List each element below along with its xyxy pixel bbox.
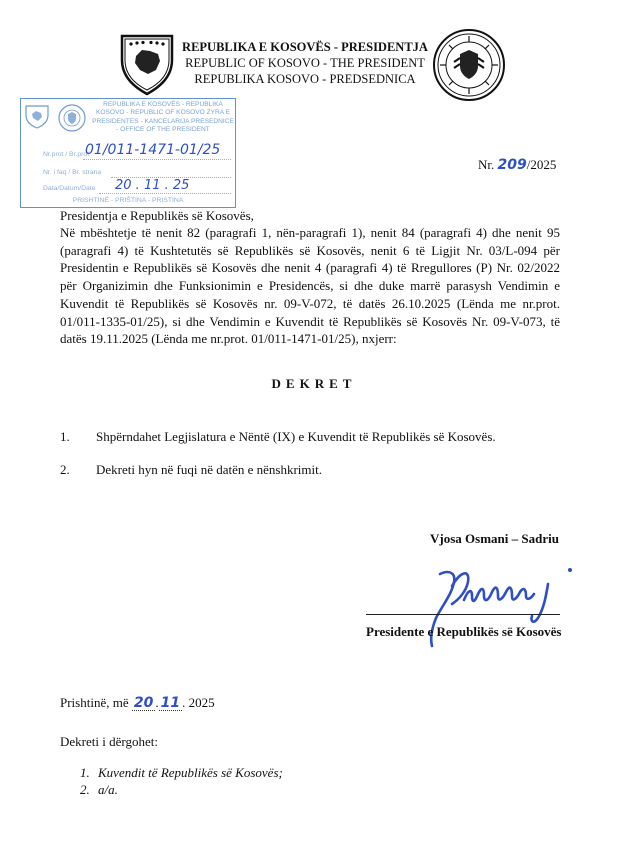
recipient-number: 1.: [80, 765, 90, 780]
decree-number: [478, 157, 556, 173]
header-title-sr: REPUBLIKA KOSOVO - PREDSEDNICA: [194, 72, 416, 86]
presidential-seal-icon: [432, 28, 506, 102]
date-year: 2025: [188, 695, 215, 710]
signer-title: Presidente e Republikës së Kosovës: [366, 624, 562, 639]
date-line: Prishtinë, më 20 . 11 . 2025: [60, 695, 215, 711]
decree-number-suffix: /2025: [526, 157, 557, 172]
kosovo-coat-of-arms-icon: [118, 30, 176, 96]
legal-basis-paragraph: Në mbështetje të nenit 82 (paragrafi 1, nën-paragrafi 1), nenit 84 (paragrafi 4) dhe nenit 95 (paragrafi 4) të Kushtetutës së Republikës së Kosovës, nenit 6 të Ligjit Nr. 03/L-094 për Presidentin e Republikës së Kosovës dhe nenit 4 (paragrafi 4) të Rregullores (P) Nr. 02/2022 për Organizimin dhe Funksionimin e Presidencës, si dhe duke marrë parasysh Vendimin e Kuvendit të Republikës së Kosovës nr. 09-V-072, të datës 26.10.2025 (Lënda me nr.prot. 01/011-1335-01/25), si dhe Vendimin e Kuvendit të Republikës së Kosovës Nr. 09-V-073, të datës 19.11.2025 (Lënda me nr.prot. 01/011-1471-01/25), nxjerr:: [60, 225, 560, 347]
header-title-sq: REPUBLIKA E KOSOVËS - PRESIDENTJA: [182, 40, 428, 54]
stamp-protocol-value: 01/011-1471-01/25: [85, 142, 221, 158]
stamp-seal-icon: [57, 103, 87, 133]
recipient-number: 2.: [80, 782, 90, 797]
recipient-text: Kuvendit të Republikës së Kosovës;: [98, 765, 283, 780]
stamp-footer: PRISHTINË - PRIŠTINA - PRISTINA: [72, 197, 184, 204]
decree-number-value: 209: [497, 157, 527, 173]
stamp-date-value: 20 . 11 . 25: [115, 178, 190, 193]
opening-line: Presidentja e Republikës së Kosovës,: [60, 208, 254, 223]
signer-name: Vjosa Osmani – Sadriu: [430, 531, 559, 546]
date-prefix: Prishtinë, më: [60, 695, 129, 710]
decree-item-text: Shpërndahet Legjislatura e Nëntë (IX) e Kuvendit të Republikës së Kosovës.: [96, 429, 496, 444]
stamp-coat-of-arms-icon: [24, 103, 50, 129]
stamp-protocol-label: Nr.prot / Br.prot: [43, 151, 90, 158]
recipient-text: a/a.: [98, 782, 118, 797]
registry-stamp: [20, 98, 236, 208]
date-month: 11: [160, 695, 181, 711]
header-title-en: REPUBLIC OF KOSOVO - THE PRESIDENT: [185, 56, 425, 70]
stamp-date-label: Data/Datum/Date: [43, 185, 96, 192]
date-day: 20: [133, 695, 154, 711]
decree-title: DEKRET: [271, 376, 357, 391]
distribution-label: Dekreti i dërgohet:: [60, 734, 158, 749]
decree-item-number: 1.: [60, 429, 70, 444]
decree-item-number: 2.: [60, 462, 70, 477]
decree-item-text: Dekreti hyn në fuqi në datën e nënshkrimit.: [96, 462, 322, 477]
signature-line: [366, 614, 560, 615]
stamp-attachment-label: Nr. i faq / Br. strana: [43, 169, 102, 176]
decree-number-prefix: Nr.: [478, 157, 495, 172]
stamp-heading: REPUBLIKA E KOSOVËS - REPUBLIKA KOSOVO - REPUBLIC OF KOSOVO ZYRA E PRESIDENTES - KANCELARIJA PRESEDNICE - OFFICE OF THE PRESIDENT: [92, 101, 234, 134]
